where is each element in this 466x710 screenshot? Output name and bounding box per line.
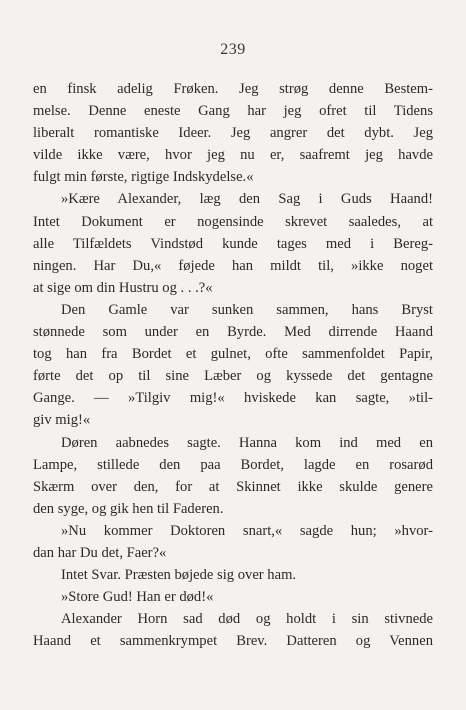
text-line: Skærm over den, for at Skinnet ikke skulde genere: [33, 478, 433, 495]
text-line: liberalt romantiske Ideer. Jeg angrer det dybt. Jeg: [33, 125, 433, 142]
text-line: Lampe, stillede den paa Bordet, lagde en rosarød: [33, 456, 433, 473]
text-line: »Kære Alexander, læg den Sag i Guds Haand!: [61, 191, 433, 208]
text-line: at sige om din Hustru og . . .?«: [33, 279, 213, 296]
text-line: Intet Dokument er nogensinde skrevet saaledes, at: [33, 213, 433, 230]
text-line: Intet Svar. Præsten bøjede sig over ham.: [61, 567, 297, 584]
text-line: Haand et sammenkrympet Brev. Datteren og Vennen: [33, 633, 433, 650]
text-line: ningen. Har Du,« føjede han mildt til, »ikke noget: [33, 257, 433, 274]
body-text: [33, 78, 433, 652]
page-number: 239: [220, 41, 246, 58]
text-line: Gange. — »Tilgiv mig!« hviskede kan sagte, »til-: [33, 390, 433, 407]
text-line: stønnede som under en Byrde. Med dirrende Haand: [33, 324, 433, 341]
text-line: førte det op til sine Læber og kyssede det gentagne: [33, 368, 433, 385]
text-line: dan har Du det, Faer?«: [33, 544, 167, 561]
text-line: »Nu kommer Doktoren snart,« sagde hun; »hvor-: [61, 522, 433, 539]
text-line: Alexander Horn sad død og holdt i sin stivnede: [61, 611, 433, 628]
text-line: Den Gamle var sunken sammen, hans Bryst: [61, 301, 433, 318]
text-line: alle Tilfældets Vindstød kunde tages med i Bereg-: [33, 235, 433, 252]
text-line: tog han fra Bordet et gulnet, ofte sammenfoldet Papir,: [33, 346, 433, 363]
text-line: giv mig!«: [33, 412, 91, 429]
text-line: Døren aabnedes sagte. Hanna kom ind med en: [61, 434, 433, 451]
text-line: den syge, og gik hen til Faderen.: [33, 500, 224, 517]
text-line: fulgt min første, rigtige Indskydelse.«: [33, 169, 254, 186]
text-line: »Store Gud! Han er død!«: [61, 589, 214, 606]
text-line: en finsk adelig Frøken. Jeg strøg denne Bestem-: [33, 81, 433, 97]
text-line: vilde ikke være, hvor jeg nu er, saafremt jeg havde: [33, 147, 433, 164]
text-line: melse. Denne eneste Gang har jeg ofret til Tidens: [33, 103, 433, 120]
